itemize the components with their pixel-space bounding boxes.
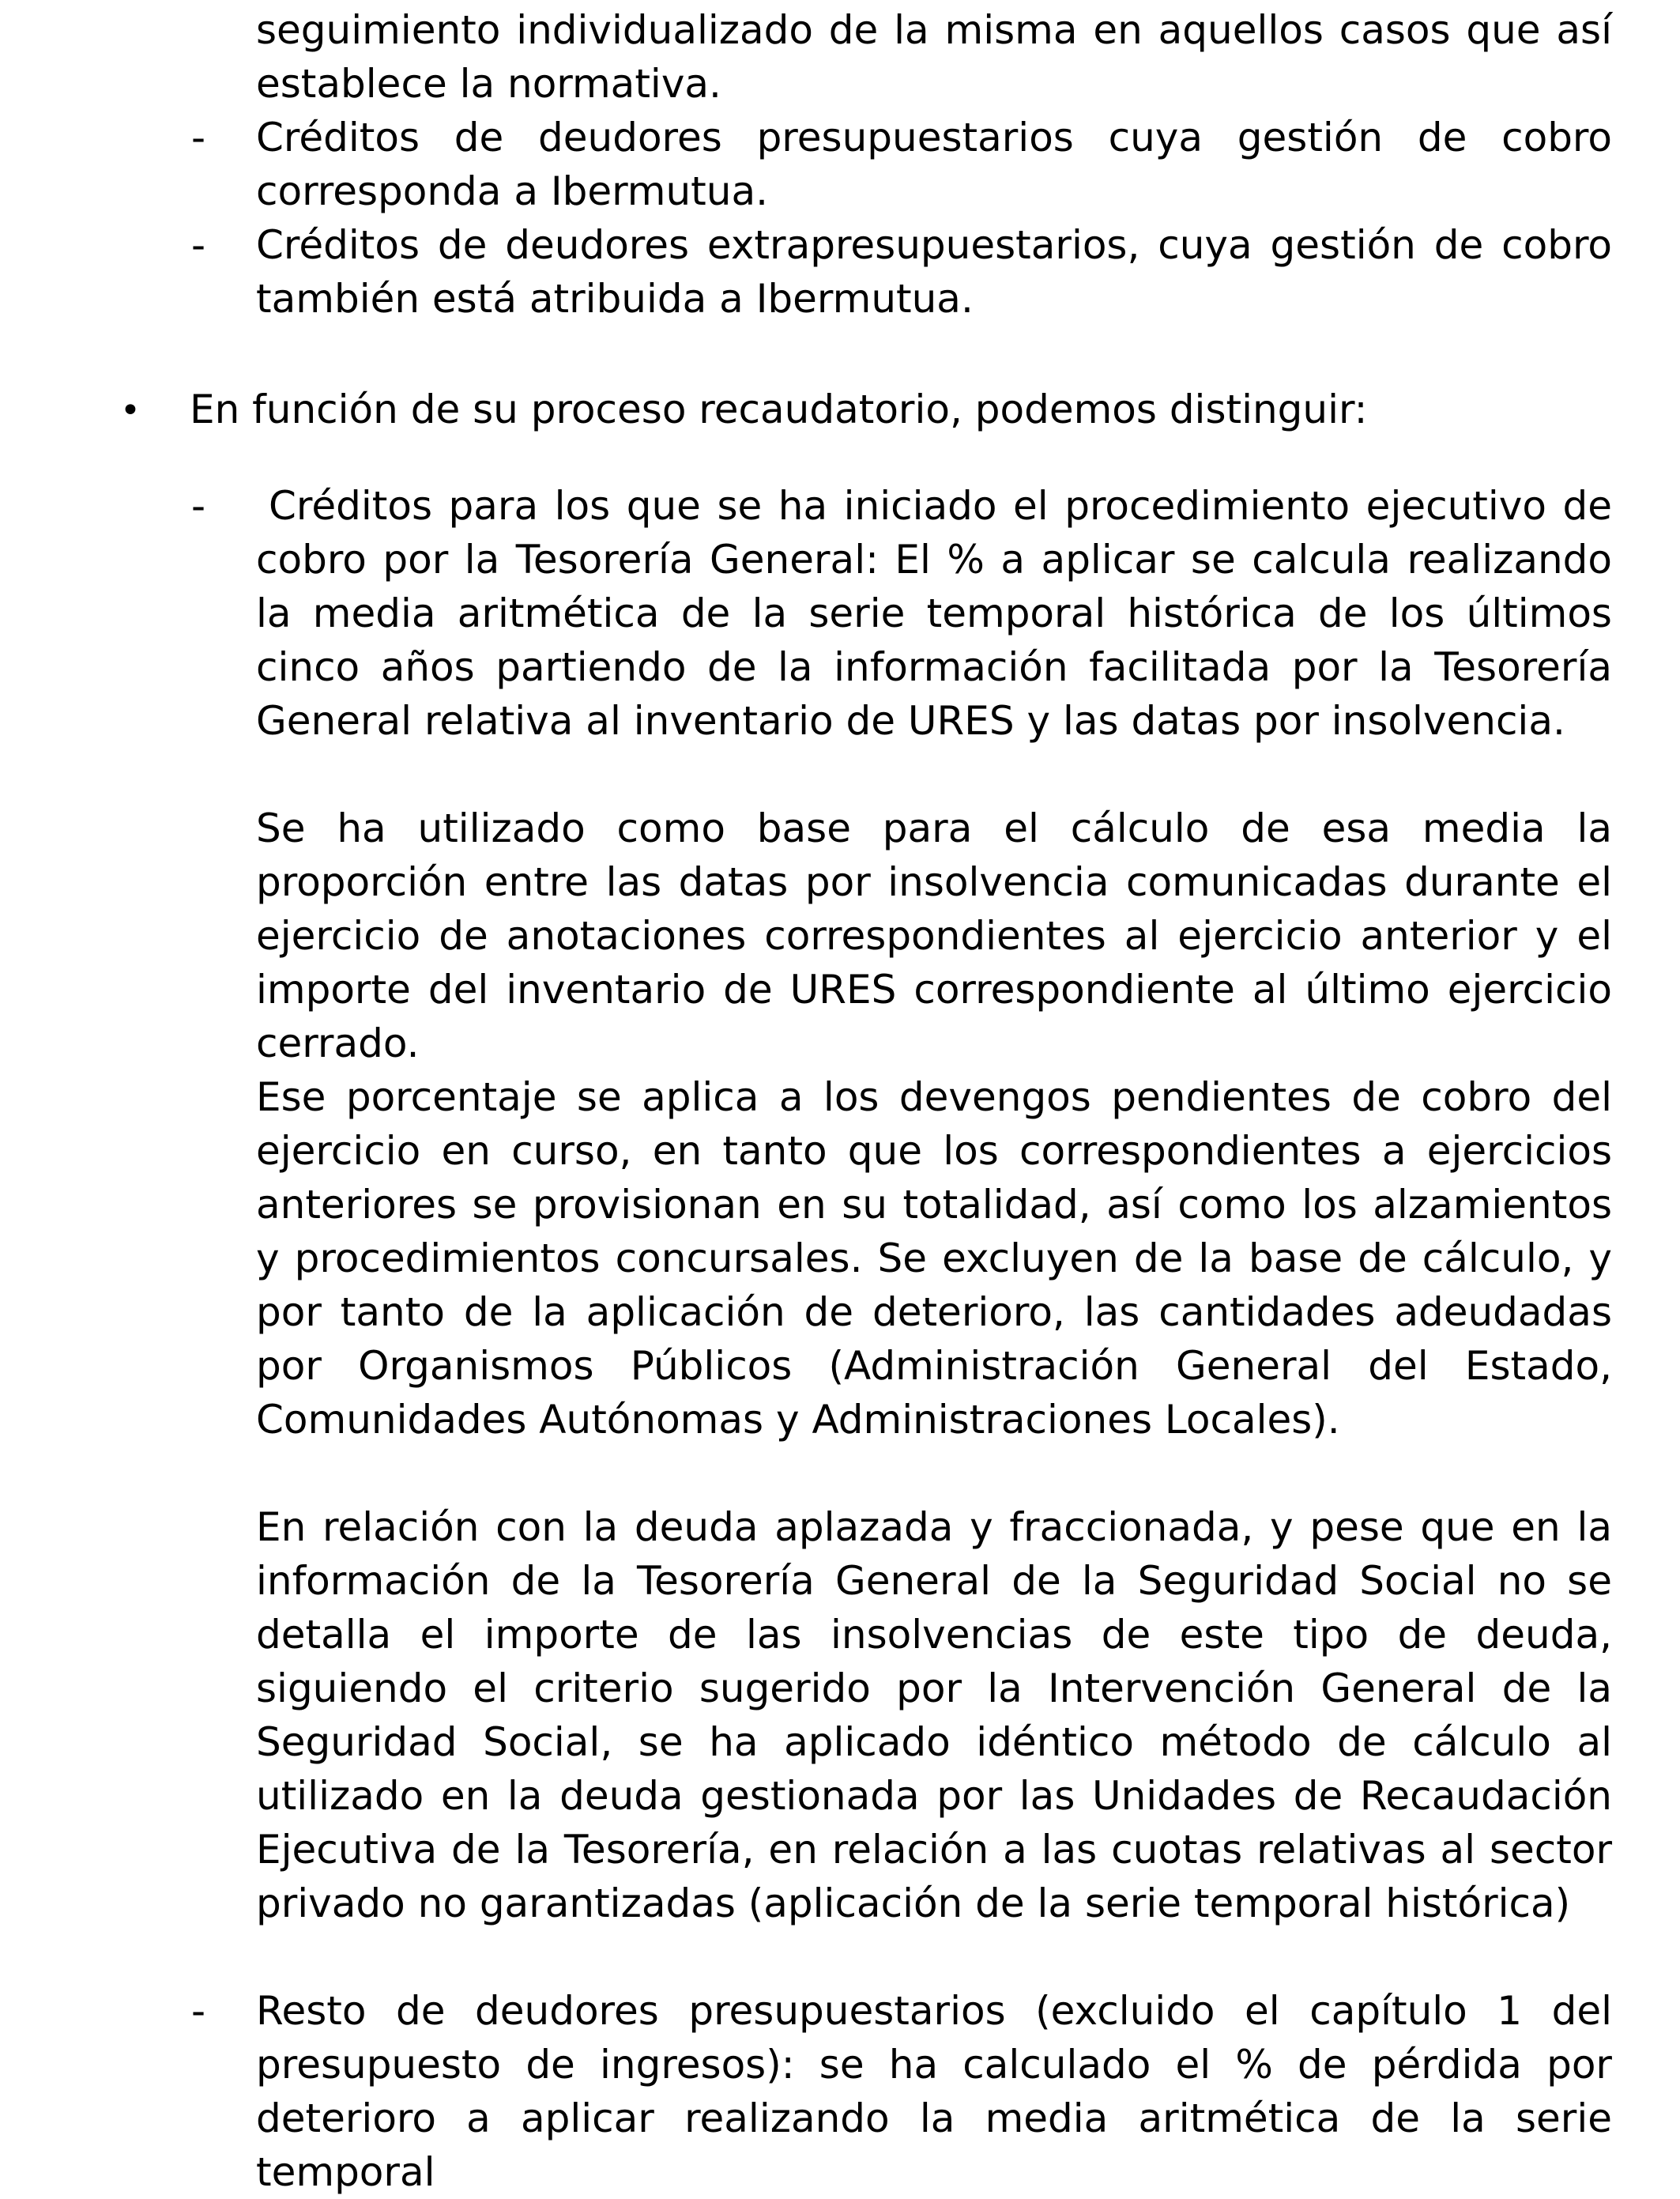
dash-marker: - — [191, 1988, 206, 2034]
base-calculo-paragraph: Se ha utilizado como base para el cálculo de esa media la proporción entre las datas por insolvencia comunicadas durante el ejercicio de anotaciones correspondientes al ejercicio anterior y el importe del inventario de URES correspondiente al último ejercicio cerrado. — [256, 805, 1612, 1066]
bullet-marker: • — [120, 390, 141, 431]
porcentaje-aplicacion-paragraph: Ese porcentaje se aplica a los devengos pendientes de cobro del ejercicio en curso, en tanto que los correspondientes a ejercicios anteriores se provisionan en su totalidad, así como los alzamientos y procedimientos concursales. Se excluyen de la base de cálculo, y por tanto de la aplicación de deterioro, las cantidades adeudadas por Organismos Públicos (Administración General del Estado, Comunidades Autónomas y Administraciones Locales). — [256, 1074, 1612, 1443]
continuation-paragraph: seguimiento individualizado de la misma en aquellos casos que así establece la normativa. — [256, 7, 1612, 107]
dash-marker: - — [191, 483, 206, 529]
bullet-paragraph: En función de su proceso recaudatorio, podemos distinguir: — [190, 387, 1368, 432]
dash-marker: - — [191, 222, 206, 268]
resto-deudores-paragraph: Resto de deudores presupuestarios (excluido el capítulo 1 del presupuesto de ingresos): se ha calculado el % de pérdida por deterioro a aplicar realizando la media aritmética de la serie temporal — [256, 1988, 1612, 2195]
creditor-item-presupuestarios: Créditos de deudores presupuestarios cuya gestión de cobro corresponda a Ibermutua. — [256, 115, 1612, 214]
deuda-aplazada-paragraph: En relación con la deuda aplazada y fraccionada, y pese que en la información de la Tesorería General de la Seguridad Social no se detalla el importe de las insolvencias de este tipo de deuda, siguiendo el criterio sugerido por la Intervención General de la Seguridad Social, se ha aplicado idéntico método de cálculo al utilizado en la deuda gestionada por las Unidades de Recaudación Ejecutiva de la Tesorería, en relación a las cuotas relativas al sector privado no garantizadas (aplicación de la serie temporal histórica) — [256, 1504, 1612, 1926]
dash-marker: - — [191, 115, 206, 160]
creditor-item-extrapresupuestarios: Créditos de deudores extrapresupuestarios, cuya gestión de cobro también está atribuida a Ibermutua. — [256, 222, 1612, 322]
procedimiento-ejecutivo-paragraph: Créditos para los que se ha iniciado el procedimiento ejecutivo de cobro por la Tesorería General: El % a aplicar se calcula realizando la media aritmética de la serie temporal histórica de los últimos cinco años partiendo de la información facilitada por la Tesorería General relativa al inventario de URES y las datas por insolvencia. — [256, 483, 1612, 744]
